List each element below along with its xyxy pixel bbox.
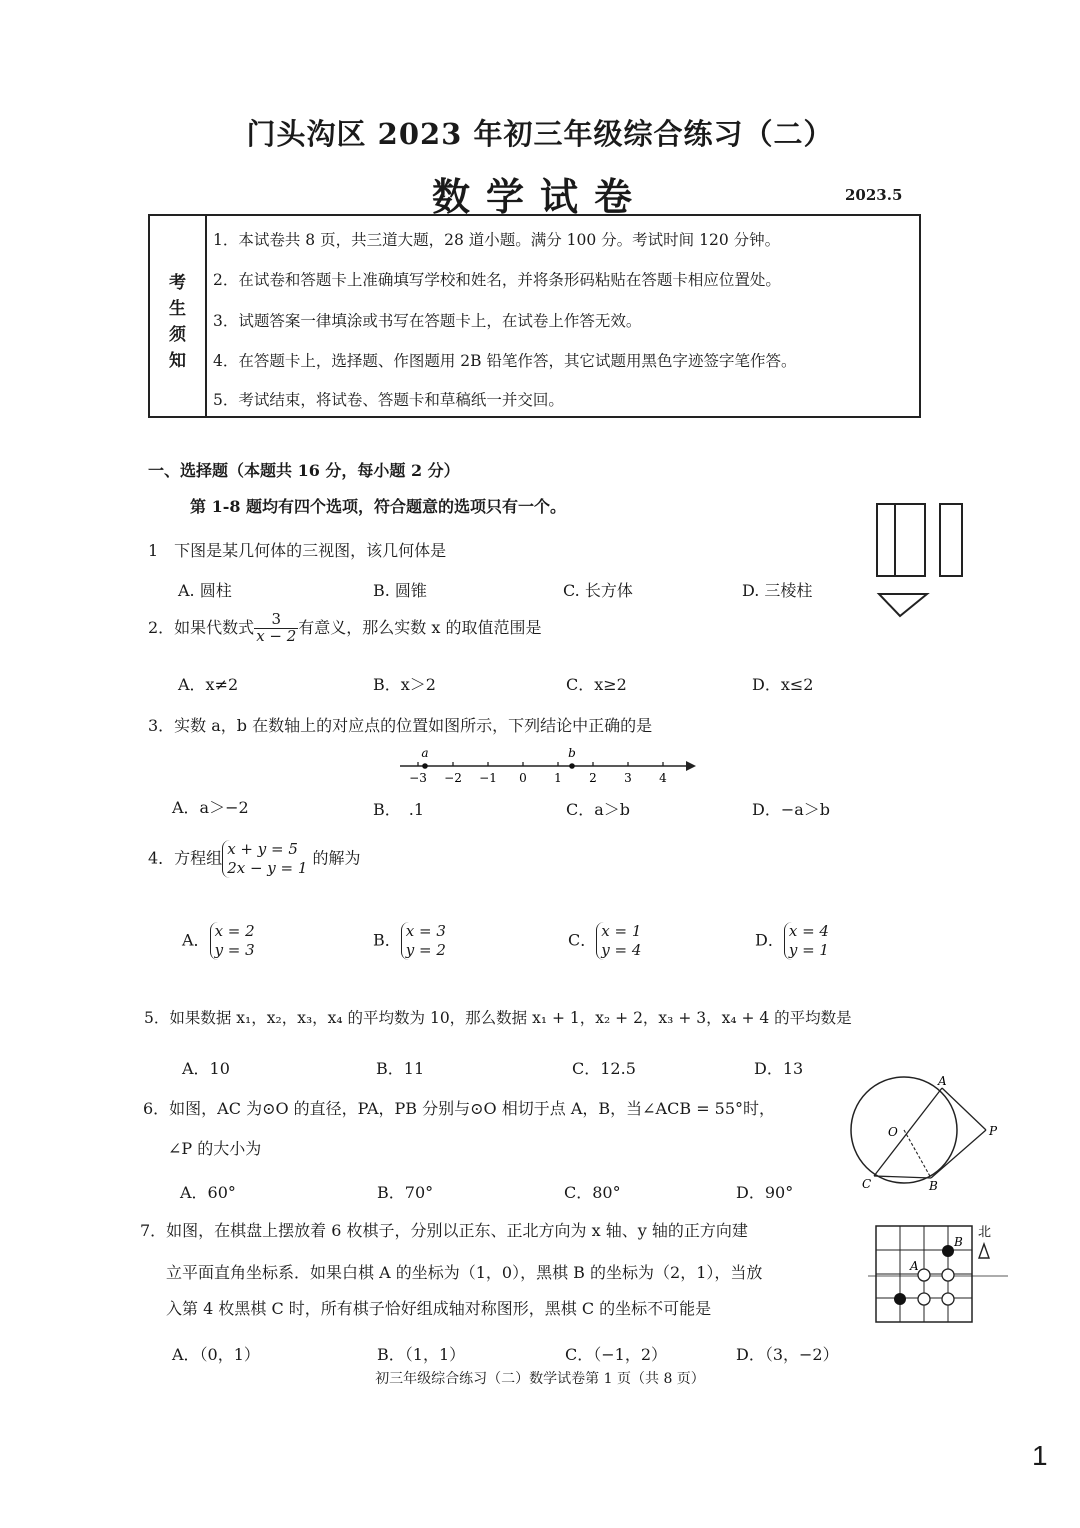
notice-item: 4．在答题卡上，选择题、作图题用 2B 铅笔作答，其它试题用黑色字迹签字笔作答。 <box>213 352 797 370</box>
notice-item: 1．本试卷共 8 页，共三道大题，28 道小题。满分 100 分。考试时间 120 分钟。 <box>213 231 781 249</box>
tangent-pb <box>931 1130 986 1178</box>
question-7-option-a: A．（0，1） <box>172 1345 260 1364</box>
equation-line: x + y = 5 <box>227 840 298 858</box>
figure-label: A <box>938 1074 947 1088</box>
question-7-option-b: B．（1，1） <box>377 1345 466 1364</box>
number-line-point-label: b <box>568 746 576 760</box>
question-7-stem-line3: 入第 4 枚黑棋 C 时，所有棋子恰好组成轴对称图形，黑棋 C 的坐标不可能是 <box>166 1299 712 1318</box>
option-line: x = 1 <box>601 922 642 940</box>
option-label: C． <box>568 930 597 950</box>
number-line-point-label: a <box>421 746 429 760</box>
fraction-numerator: 3 <box>254 612 298 629</box>
question-7-option-c: C．（−1，2） <box>565 1345 668 1364</box>
exam-subtitle: 数学试卷 <box>431 174 648 219</box>
question-6-option-d: D．90° <box>736 1183 794 1202</box>
radius-ob <box>904 1130 931 1178</box>
black-stone <box>894 1293 906 1305</box>
white-stone <box>942 1293 954 1305</box>
section-heading: 一、选择题（本题共 16 分，每小题 2 分） <box>148 461 460 480</box>
question-3-option-d: D．−a＞b <box>752 800 831 819</box>
question-5-option-a: A．10 <box>182 1059 230 1078</box>
question-3-option-b: B． .1 <box>373 800 425 819</box>
front-view-wide <box>895 504 925 576</box>
north-arrow-icon <box>979 1244 989 1258</box>
figure-label: B <box>929 1179 938 1193</box>
question-5-option-c: C．12.5 <box>572 1059 636 1078</box>
question-4-option-b <box>373 922 446 960</box>
question-6-option-a: A．60° <box>180 1183 236 1202</box>
question-2-option-a: A．x≠2 <box>178 675 239 694</box>
number-line-point <box>422 763 428 769</box>
question-2-option-c: C．x≥2 <box>566 675 627 694</box>
option-label: D． <box>755 930 784 950</box>
white-stone <box>918 1293 930 1305</box>
figure-label: P <box>989 1124 998 1138</box>
question-7-option-d: D．（3，−2） <box>736 1345 839 1364</box>
question-4-option-c <box>568 922 641 960</box>
number-line-tick-label: −2 <box>444 771 462 785</box>
question-6-stem-line1: 6．如图，AC 为⊙O 的直径，PA，PB 分别与⊙O 相切于点 A，B，当∠ACB = 55°时， <box>143 1099 776 1118</box>
page-footer: 初三年级综合练习（二）数学试卷第 1 页（共 8 页） <box>375 1371 705 1387</box>
question-2-stem <box>148 612 542 645</box>
question-5-option-d: D．13 <box>754 1059 804 1078</box>
option-line: x = 4 <box>788 922 829 940</box>
go-board-figure <box>868 1218 1013 1330</box>
question-4-stem-suffix: 的解为 <box>312 848 361 868</box>
fraction <box>254 612 298 645</box>
number-line-tick-label: 2 <box>589 771 597 785</box>
question-3-stem: 3．实数 a，b 在数轴上的对应点的位置如图所示，下列结论中正确的是 <box>148 716 653 735</box>
question-4-option-a <box>182 922 255 960</box>
question-1-option-a: A. 圆柱 <box>178 581 232 600</box>
option-system <box>596 922 641 960</box>
option-system <box>210 922 255 960</box>
option-line: y = 1 <box>788 940 829 959</box>
fraction-denominator: x − 2 <box>256 626 297 645</box>
question-7-stem-line1: 7．如图，在棋盘上摆放着 6 枚棋子，分别以正东、正北方向为 x 轴、y 轴的正方向建 <box>140 1221 748 1240</box>
diameter-ac <box>874 1088 942 1176</box>
number-line-tick-label: 3 <box>624 771 632 785</box>
number-line-tick-label: 0 <box>519 771 527 785</box>
circle-tangent-figure <box>846 1072 1006 1194</box>
question-1-stem: 1 下图是某几何体的三视图，该几何体是 <box>148 541 447 560</box>
question-2-option-b: B．x＞2 <box>373 675 436 694</box>
question-3-option-a: A．a＞−2 <box>172 798 249 817</box>
three-view-figure <box>870 496 970 621</box>
question-6-option-b: B．70° <box>377 1183 434 1202</box>
notice-box <box>148 214 921 418</box>
side-view <box>940 504 962 576</box>
number-line-arrow <box>686 761 696 771</box>
notice-label-char: 知 <box>169 351 186 371</box>
question-2-stem-prefix: 2．如果代数式 <box>148 617 255 637</box>
equation-system <box>222 840 307 878</box>
option-line: y = 4 <box>601 940 642 959</box>
exam-date: 2023.5 <box>845 186 903 204</box>
number-line-tick-label: 4 <box>659 771 667 785</box>
question-6-option-c: C．80° <box>564 1183 621 1202</box>
section-instruction: 第 1-8 题均有四个选项，符合题意的选项只有一个。 <box>190 497 567 516</box>
question-4-option-d <box>755 922 829 960</box>
exam-title: 门头沟区 2023 年初三年级综合练习（二） <box>246 117 834 151</box>
question-5-stem: 5．如果数据 x₁，x₂，x₃，x₄ 的平均数为 10，那么数据 x₁ + 1，x₂ + 2，x₃ + 3，x₄ + 4 的平均数是 <box>144 1009 852 1027</box>
number-line <box>390 740 700 786</box>
top-view-triangle <box>879 594 927 616</box>
question-7-stem-line2: 立平面直角坐标系．如果白棋 A 的坐标为（1，0），黑棋 B 的坐标为（2，1），当放 <box>166 1263 763 1282</box>
white-stone-a <box>918 1269 930 1281</box>
notice-label <box>150 216 207 416</box>
question-2-option-d: D．x≤2 <box>752 675 814 694</box>
question-1-option-b: B. 圆锥 <box>373 581 427 600</box>
figure-label: O <box>888 1125 898 1139</box>
notice-label-char: 须 <box>169 325 186 345</box>
notice-item: 2．在试卷和答题卡上准确填写学校和姓名，并将条形码粘贴在答题卡相应位置处。 <box>213 271 781 289</box>
option-line: x = 3 <box>405 922 446 940</box>
question-3-option-c: C．a＞b <box>566 800 631 819</box>
notice-label-char: 生 <box>169 299 186 319</box>
figure-label: A <box>910 1259 919 1273</box>
page-number: 1 <box>1032 1440 1048 1471</box>
white-stone <box>942 1269 954 1281</box>
tangent-pa <box>942 1088 986 1130</box>
equation-line: 2x − y = 1 <box>227 858 308 877</box>
question-1-option-d: D. 三棱柱 <box>742 581 813 600</box>
option-line: y = 2 <box>405 940 446 959</box>
option-label: B． <box>373 930 401 950</box>
notice-item: 3．试题答案一律填涂或书写在答题卡上，在试卷上作答无效。 <box>213 312 642 330</box>
front-view-narrow <box>877 504 895 576</box>
option-line: x = 2 <box>214 922 255 940</box>
option-line: y = 3 <box>214 940 255 959</box>
question-4-stem-prefix: 4．方程组 <box>148 848 223 868</box>
notice-item: 5．考试结束，将试卷、答题卡和草稿纸一并交回。 <box>213 391 564 409</box>
question-6-stem-line2: ∠P 的大小为 <box>168 1139 262 1158</box>
figure-label: C <box>862 1177 872 1191</box>
number-line-point <box>569 763 575 769</box>
question-1-option-c: C. 长方体 <box>563 581 633 600</box>
black-stone-b <box>942 1245 954 1257</box>
number-line-tick-label: −3 <box>409 771 427 785</box>
option-label: A． <box>182 930 210 950</box>
option-system <box>784 922 829 960</box>
figure-label: B <box>954 1235 963 1249</box>
question-4-stem <box>148 840 361 878</box>
number-line-tick-label: 1 <box>554 771 562 785</box>
option-system <box>401 922 446 960</box>
number-line-tick-label: −1 <box>479 771 497 785</box>
north-label: 北 <box>978 1225 992 1240</box>
question-2-stem-suffix: 有意义，那么实数 x 的取值范围是 <box>298 617 542 637</box>
question-5-option-b: B．11 <box>376 1059 425 1078</box>
notice-label-char: 考 <box>169 273 186 293</box>
